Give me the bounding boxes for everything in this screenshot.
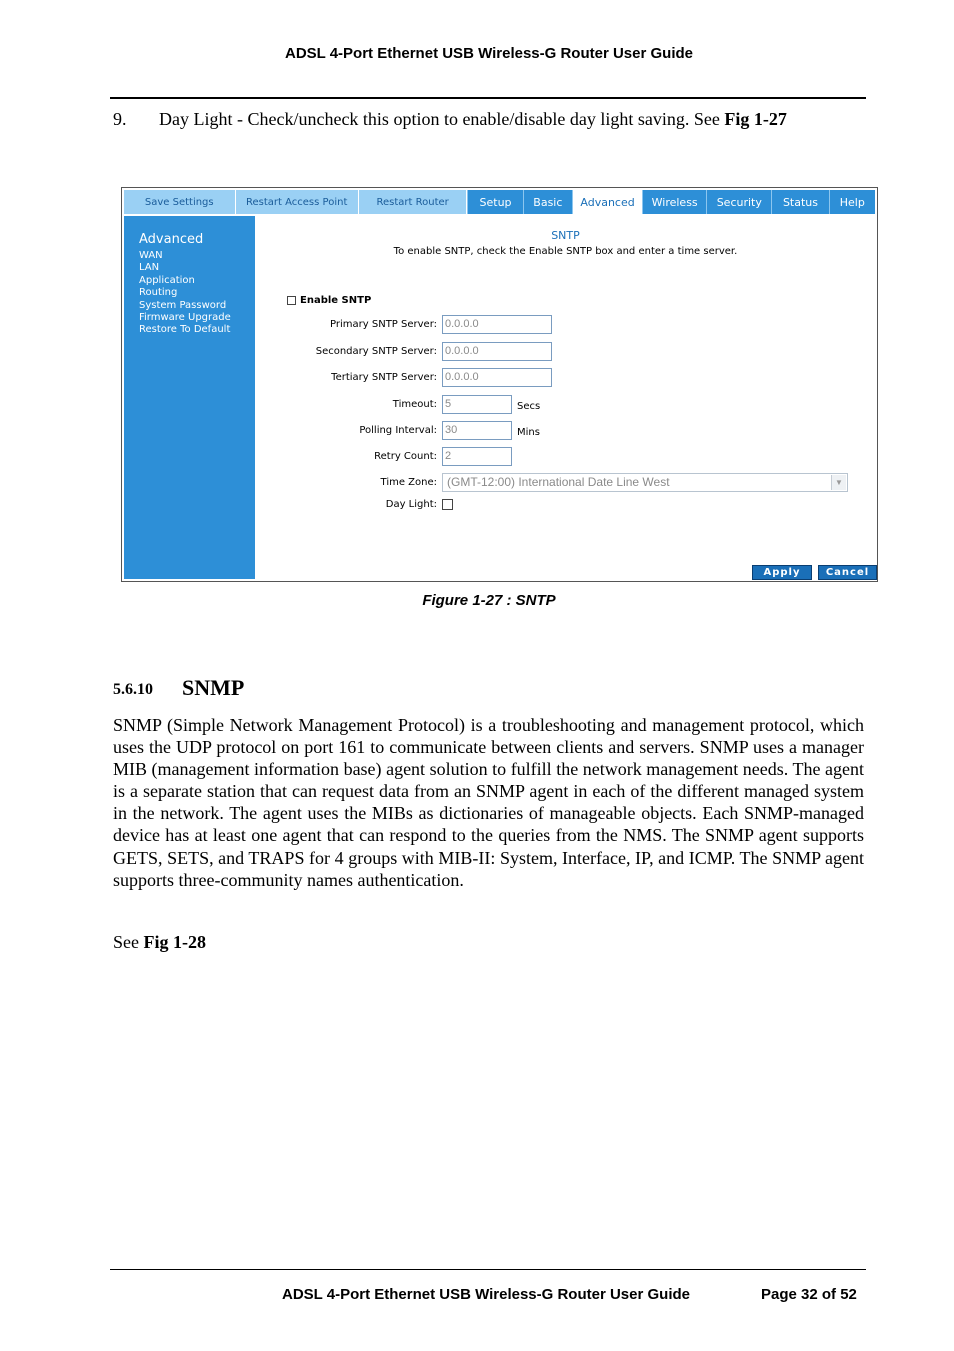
time-zone-value: (GMT-12:00) International Date Line West [447, 475, 670, 489]
retry-count-input[interactable]: 2 [442, 447, 512, 466]
primary-server-label: Primary SNTP Server: [330, 318, 437, 330]
page-number: Page 32 of 52 [761, 1286, 857, 1303]
sntp-screenshot [121, 187, 878, 582]
page-header: ADSL 4-Port Ethernet USB Wireless-G Router User Guide [284, 45, 693, 62]
section-title: SNMP [182, 675, 245, 700]
sidebar-title: Advanced [139, 232, 204, 247]
polling-interval-unit: Mins [517, 427, 540, 438]
see-figure: See Fig 1-28 [113, 932, 206, 952]
tab-wireless[interactable]: Wireless [642, 190, 706, 214]
sidebar-item-routing[interactable]: Routing [139, 287, 178, 299]
polling-interval-label: Polling Interval: [359, 424, 437, 436]
tab-help[interactable]: Help [829, 190, 875, 214]
sidebar [124, 216, 255, 579]
sidebar-item-restore-to-default[interactable]: Restore To Default [139, 324, 231, 336]
tab-setup[interactable]: Setup [467, 190, 522, 214]
tab-save-settings[interactable]: Save Settings [124, 190, 236, 214]
sidebar-item-system-password[interactable]: System Password [139, 299, 227, 311]
enable-sntp-row [287, 295, 371, 306]
top-nav-bar [124, 190, 875, 214]
retry-count-label: Retry Count: [374, 450, 437, 462]
day-light-label: Day Light: [385, 498, 437, 510]
secondary-server-row [256, 341, 552, 361]
enable-sntp-label: Enable SNTP [300, 295, 372, 306]
tab-restart-access-point[interactable]: Restart Access Point [236, 190, 359, 214]
panel-description: To enable SNTP, check the Enable SNTP box and enter a time server. [393, 246, 738, 257]
figure-caption: Figure 1-27 : SNTP [422, 592, 556, 609]
tertiary-server-input[interactable]: 0.0.0.0 [442, 368, 552, 387]
tab-security[interactable]: Security [706, 190, 771, 214]
polling-interval-row [256, 420, 540, 440]
tab-restart-router[interactable]: Restart Router [359, 190, 468, 214]
fig-ref: Fig 1-28 [143, 932, 206, 952]
list-text: Day Light - Check/uncheck this option to enable/disable day light saving. See Fig 1-27 [159, 109, 787, 129]
footer-rule [110, 1269, 866, 1270]
timeout-row [256, 394, 540, 414]
chevron-down-icon: ▼ [831, 475, 846, 490]
time-zone-label: Time Zone: [380, 476, 437, 488]
tab-advanced[interactable]: Advanced [572, 190, 642, 214]
snmp-paragraph: SNMP (Simple Network Management Protocol) is a troubleshooting and management protocol, which uses the UDP protocol on port 161 to communicate between clients and servers. SNMP uses a manager MIB (management information base) agent solution to fulfill the network management needs. The agent is a separate station that can request data from an SNMP agent in each of the different managed system in the network. The agent uses the MIBs as dictionaries of manageable objects. Each SNMP-managed device has at least one agent that can respond to the queries from the NMS. The SNMP agent supports GETS, SETS, and TRAPS for 4 groups with MIB-II: System, Interface, IP, and ICMP. The SNMP agent supports three-community names authentication. [113, 715, 864, 890]
sidebar-item-lan[interactable]: LAN [139, 262, 160, 274]
day-light-checkbox[interactable] [442, 499, 453, 510]
time-zone-row [256, 472, 848, 492]
sidebar-item-firmware-upgrade[interactable]: Firmware Upgrade [139, 312, 231, 324]
timeout-label: Timeout: [392, 398, 437, 410]
fig-ref: Fig 1-27 [724, 109, 787, 129]
footer-title: ADSL 4-Port Ethernet USB Wireless-G Router User Guide [282, 1286, 691, 1303]
page-footer [282, 1286, 857, 1303]
day-light-row [256, 494, 457, 514]
time-zone-select[interactable] [442, 473, 848, 492]
sidebar-item-application[interactable]: Application [139, 274, 195, 286]
cancel-button[interactable]: Cancel [818, 565, 877, 580]
timeout-input[interactable]: 5 [442, 395, 512, 414]
enable-sntp-checkbox[interactable] [287, 296, 296, 305]
polling-interval-input[interactable]: 30 [442, 421, 512, 440]
sntp-panel [256, 216, 875, 579]
header-rule [110, 97, 866, 99]
tab-basic[interactable]: Basic [523, 190, 572, 214]
timeout-unit: Secs [517, 401, 541, 412]
tab-status[interactable]: Status [771, 190, 828, 214]
sidebar-item-wan[interactable]: WAN [139, 250, 163, 261]
apply-button[interactable]: Apply [752, 565, 812, 580]
secondary-server-label: Secondary SNTP Server: [315, 345, 437, 357]
tertiary-server-row [256, 367, 552, 387]
retry-count-row [256, 446, 512, 466]
secondary-server-input[interactable]: 0.0.0.0 [442, 342, 552, 361]
primary-server-input[interactable]: 0.0.0.0 [442, 315, 552, 334]
section-number: 5.6.10 [113, 681, 153, 698]
panel-title: SNTP [551, 229, 580, 242]
primary-server-row [256, 314, 552, 334]
list-number: 9. [113, 109, 127, 129]
tertiary-server-label: Tertiary SNTP Server: [331, 371, 437, 383]
